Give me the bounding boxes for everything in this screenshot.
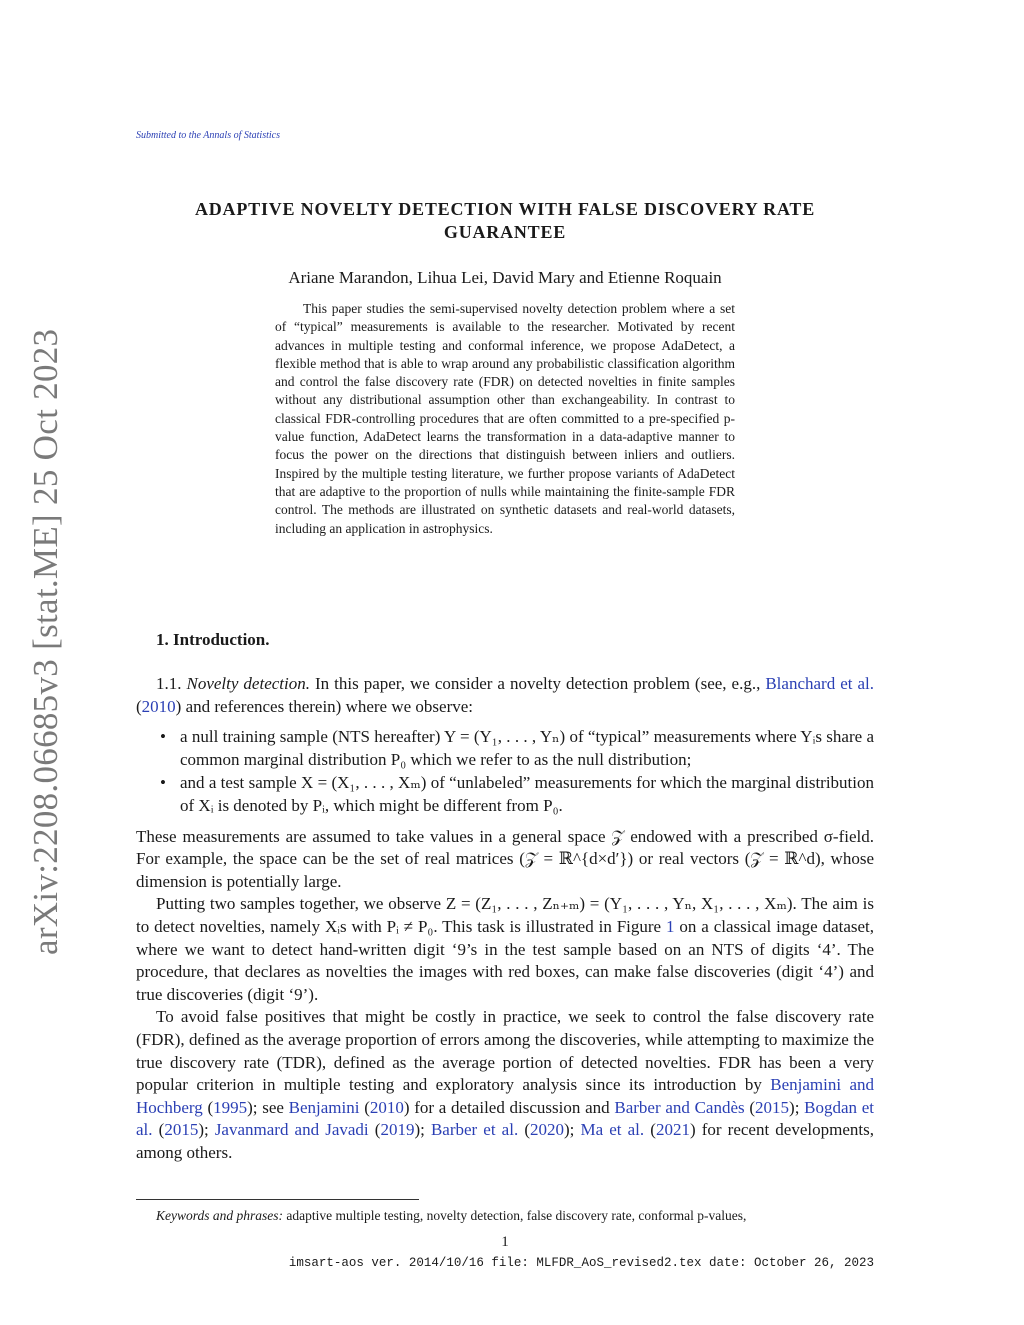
paragraph-text: on a classical image dataset, where we want to detect hand-written digit ‘9’s in the test sample based on an NTS of digits ‘4’. The procedure, that declares as novelties the images with red boxes, can make false discoveries (digit ‘4’) and true discoveries (digit ‘9’). [136, 916, 875, 1004]
paragraph-text: Putting two samples together, we observe Z = (Z₁, . . . , Zₙ₊ₘ) = (Y₁, . . . , Yₙ, X₁, . . . , Xₘ). The aim is to detect novelties, namely Xᵢs with Pᵢ ≠ P₀. This task is illustrated in Figure [136, 894, 874, 936]
footnote-divider [136, 1199, 419, 1200]
citation-year-link[interactable]: 2020 [529, 1120, 564, 1140]
keywords-text: adaptive multiple testing, novelty detection, false discovery rate, conformal p-values, [286, 1208, 747, 1223]
citation-link[interactable]: Javanmard and Javadi [214, 1120, 369, 1140]
keywords-label: Keywords and phrases: [156, 1208, 283, 1223]
observation-list [136, 726, 874, 817]
citation-year-link[interactable]: 2010 [141, 696, 176, 716]
paragraph-text: ; see [252, 1097, 284, 1117]
paragraph-text: To avoid false positives that might be costly in practice, we seek to control the false discovery rate (FDR), defined as the average proportion of errors among the discoveries, while attempting to maximize the true discovery rate (TDR), defined as the average portion of detected novelties. FDR has been a very popular criterion in multiple testing and exploratory analysis since its introduction by [136, 1007, 874, 1095]
author-list: Ariane Marandon, Lihua Lei, David Mary and Etienne Roquain [288, 268, 722, 287]
body-text [136, 673, 874, 1164]
paragraph: To avoid false positives that might be costly in practice, we seek to control the false discovery rate (FDR), defined as the average proportion of errors among the discoveries, while attempting to maximize the true discovery rate (TDR), defined as the average portion of detected novelties. FDR has been a very popular criterion in multiple testing and exploratory analysis since its introduction by Benjamini and Hochberg (1995); see Benjamini (2010) for a detailed discussion and Barber and Candès (2015); Bogdan et al. (2015); Javanmard and Javadi (2019); Barber et al. (2020); Ma et al. (2021) for recent developments, among others. [136, 1007, 875, 1162]
citation-year-link[interactable]: 2021 [655, 1120, 690, 1140]
journal-submission-note: Submitted to the Annals of Statistics [136, 130, 280, 141]
citation-link[interactable]: Blanchard et al. [765, 674, 874, 693]
citation-year-link[interactable]: 1995 [213, 1097, 248, 1117]
file-info-footer: imsart-aos ver. 2014/10/16 file: MLFDR_AoS_revised2.tex date: October 26, 2023 [288, 1256, 874, 1270]
section-heading: 1. Introduction. [156, 630, 270, 649]
subsection-intro-tail: and references therein) where we observe: [185, 696, 474, 716]
citation-year-link[interactable]: 2019 [380, 1120, 415, 1140]
subsection-number: 1.1. [156, 674, 182, 693]
citation-link[interactable]: Bogdan et al. [136, 1097, 875, 1140]
bullet-icon: • [160, 773, 166, 793]
bullet-icon: • [160, 727, 166, 747]
citation-link[interactable]: Barber et al. [430, 1120, 519, 1140]
paper-title [136, 198, 874, 244]
subsection-intro-text: In this paper, we consider a novelty detection problem (see, e.g., [314, 674, 761, 693]
list-item [160, 726, 874, 771]
citation-year-link[interactable]: 2015 [755, 1097, 790, 1117]
page-number: 1 [501, 1234, 509, 1250]
title-line-2: GUARANTEE [443, 222, 567, 242]
subsection-intro: 1.1. Novelty detection. In this paper, we consider a novelty detection problem (see, e.g., Blanchard et al. (2010) and references therein) where we observe: [136, 674, 874, 716]
title-line-1: ADAPTIVE NOVELTY DETECTION WITH FALSE DISCOVERY RATE [194, 199, 816, 219]
subsection-title: Novelty detection. [186, 674, 310, 693]
citation-link[interactable]: Benjamini and Hochberg [136, 1075, 874, 1117]
citation-link[interactable]: Benjamini [288, 1097, 360, 1117]
figure-link[interactable]: 1 [666, 916, 675, 936]
abstract: This paper studies the semi-supervised novelty detection problem where a set of “typical” measurements is available to the researcher. Motivated by recent advances in multiple testing and conformal inference, we propose AdaDetect, a flexible method that is able to wrap around any probabilistic classification algorithm and control the false discovery rate (FDR) on detected novelties in finite samples without any distributional assumption other than exchangeability. In contrast to classical FDR-controlling procedures that are often committed to a pre-specified p-value function, AdaDetect learns the transformation in a data-adaptive manner to focus the power on the directions that distinguish between inliers and outliers. Inspired by the multiple testing literature, we further propose variants of AdaDetect that are adaptive to the proportion of nulls while maintaining the finite-sample FDR control. The methods are illustrated on synthetic datasets and real-world datasets, including an application in astrophysics. [275, 301, 735, 536]
keywords-footnote [156, 1208, 746, 1224]
citation-year-link[interactable]: 2015 [164, 1120, 199, 1140]
paragraph: These measurements are assumed to take values in a general space 𝒵 endowed with a prescribed σ-field. For example, the space can be the set of real matrices (𝒵 = ℝ^{d×d′}) or real vectors (𝒵 = ℝ^d), whose dimension is potentially large. [136, 826, 874, 891]
list-item-text: a null training sample (NTS hereafter) Y = (Y₁, . . . , Yₙ) of “typical” measurements where Yᵢs share a common marginal distribution P₀ which we refer to as the null distribution; [180, 727, 874, 769]
paragraph [136, 893, 874, 1006]
paragraph-text: for recent developments, among others. [136, 1120, 874, 1162]
paragraph-text: for a detailed discussion and [414, 1097, 610, 1117]
list-item [160, 772, 874, 817]
arxiv-identifier-stamp[interactable]: arXiv:2208.06685v3 [stat.ME] 25 Oct 2023 [26, 328, 65, 955]
citation-year-link[interactable]: 2010 [369, 1097, 404, 1117]
list-item-text: and a test sample X = (X₁, . . . , Xₘ) of “unlabeled” measurements for which the marginal distribution of Xᵢ is denoted by Pᵢ, which might be different from P₀. [180, 773, 874, 815]
citation-link[interactable]: Ma et al. [580, 1120, 645, 1140]
citation-link[interactable]: Barber and Candès [614, 1097, 745, 1117]
